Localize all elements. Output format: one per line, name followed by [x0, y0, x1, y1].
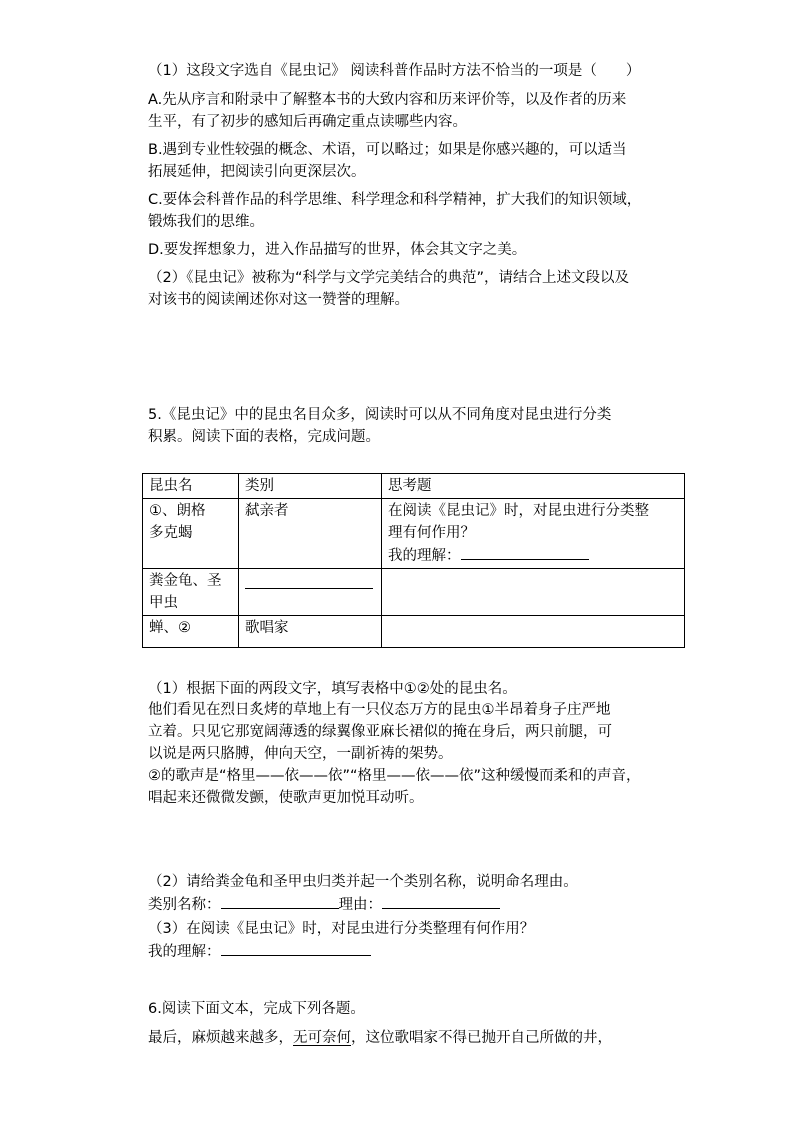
category-answer-blank[interactable]: [245, 573, 373, 589]
understanding-blank[interactable]: [221, 940, 371, 956]
q5-passage1-line3: 以说是两只胳膊，伸向天空，一副祈祷的架势。: [148, 746, 453, 762]
table-cell-question: [382, 499, 685, 569]
table-header-cell: 思考题: [382, 474, 685, 499]
table-row: [143, 499, 685, 569]
q4-option-c-line2: 锻炼我们的思维。: [148, 214, 264, 230]
cell-text: 在阅读《昆虫记》时，对昆虫进行分类整: [388, 503, 649, 519]
answer-blank[interactable]: [461, 544, 589, 560]
q5-stem-line2: 积累。阅读下面的表格，完成问题。: [148, 429, 380, 445]
table-cell-category: [239, 569, 382, 616]
table-cell-question: [382, 569, 685, 616]
cell-text: ①、朗格: [149, 503, 206, 519]
table-cell-question: [382, 616, 685, 648]
q5-sub3-answer-line: [148, 940, 371, 963]
cell-text: 粪金龟、圣: [149, 573, 222, 589]
category-name-blank[interactable]: [221, 893, 339, 909]
cell-text: 多克蝎: [149, 525, 193, 541]
q4-sub2-line2: 对该书的阅读阐述你对这一赞誉的理解。: [148, 292, 409, 308]
q4-option-b-line2: 拓展延伸，把阅读引向更深层次。: [148, 164, 366, 180]
cell-text: 甲虫: [149, 595, 178, 611]
table-cell-category: 歌唱家: [239, 616, 382, 648]
q5-passage2-line2: 唱起来还微微发颤，使歌声更加悦耳动听。: [148, 790, 424, 806]
table-row: [143, 569, 685, 616]
table-cell-category: 弑亲者: [239, 499, 382, 569]
q4-option-a-line1: A.先从序言和附录中了解整本书的大致内容和历来评价等，以及作者的历来: [148, 92, 627, 108]
table-cell-insect-name: [143, 569, 239, 616]
q6-underlined-phrase: 无可奈何: [293, 1030, 351, 1046]
q6-text-line1: [148, 1027, 612, 1049]
q4-option-a-line2: 生平，有了初步的感知后再确定重点读哪些内容。: [148, 114, 467, 130]
q5-passage1-line1: 他们看见在烈日炙烤的草地上有一只仪态万方的昆虫①半昂着身子庄严地: [148, 702, 611, 718]
q4-option-b-line1: B.遇到专业性较强的概念、术语，可以略过；如果是你感兴趣的，可以适当: [148, 142, 627, 158]
table-header-cell: 类别: [239, 474, 382, 499]
q5-passage2-line1: ②的歌声是“格里——依——依”“格里——依——依”这种缓慢而柔和的声音，: [148, 768, 641, 784]
reason-label: 理由：: [338, 897, 382, 913]
table-cell-insect-name: 蝉、②: [143, 616, 239, 648]
my-understanding-label: 我的理解：: [148, 944, 221, 960]
category-name-label: 类别名称：: [148, 897, 221, 913]
cell-text: 理有何作用？: [388, 525, 475, 541]
insect-classification-table: [142, 473, 685, 648]
q4-option-d: D.要发挥想象力，进入作品描写的世界，体会其文字之美。: [148, 242, 527, 258]
q4-option-c-line1: C.要体会科普作品的科学思维、科学理念和科学精神，扩大我们的知识领域，: [148, 192, 642, 208]
q6-text-part: ，这位歌唱家不得已抛开自己所做的井，: [351, 1030, 612, 1046]
table-row: [143, 616, 685, 648]
q5-sub2: （2）请给粪金龟和圣甲虫归类并起一个类别名称，说明命名理由。: [148, 874, 578, 890]
q5-sub2-answer-line: [148, 893, 500, 916]
q5-sub3: （3）在阅读《昆虫记》时，对昆虫进行分类整理有何作用？: [148, 921, 535, 937]
reason-blank[interactable]: [382, 893, 500, 909]
q5-sub1: （1）根据下面的两段文字，填写表格中①②处的昆虫名。: [148, 681, 517, 697]
table-cell-insect-name: [143, 499, 239, 569]
q6-stem: 6.阅读下面文本，完成下列各题。: [148, 1001, 365, 1017]
q5-passage1-line2: 立着。只见它那宽阔薄透的绿翼像亚麻长裙似的掩在身后，两只前腿，可: [148, 724, 612, 740]
my-understanding-label: 我的理解：: [388, 548, 461, 564]
cell-text: [388, 544, 678, 567]
q4-sub1: （1）这段文字选自《昆虫记》 阅读科普作品时方法不恰当的一项是（ ）: [148, 63, 641, 79]
q5-stem-line1: 5.《昆虫记》中的昆虫名目众多，阅读时可以从不同角度对昆虫进行分类: [148, 407, 612, 423]
q6-text-part: 最后，麻烦越来越多，: [148, 1030, 293, 1046]
table-header-cell: 昆虫名: [143, 474, 239, 499]
q4-sub2-line1: （2）《昆虫记》被称为“科学与文学完美结合的典范”，请结合上述文段以及: [148, 270, 629, 286]
table-header-row: [143, 474, 685, 499]
